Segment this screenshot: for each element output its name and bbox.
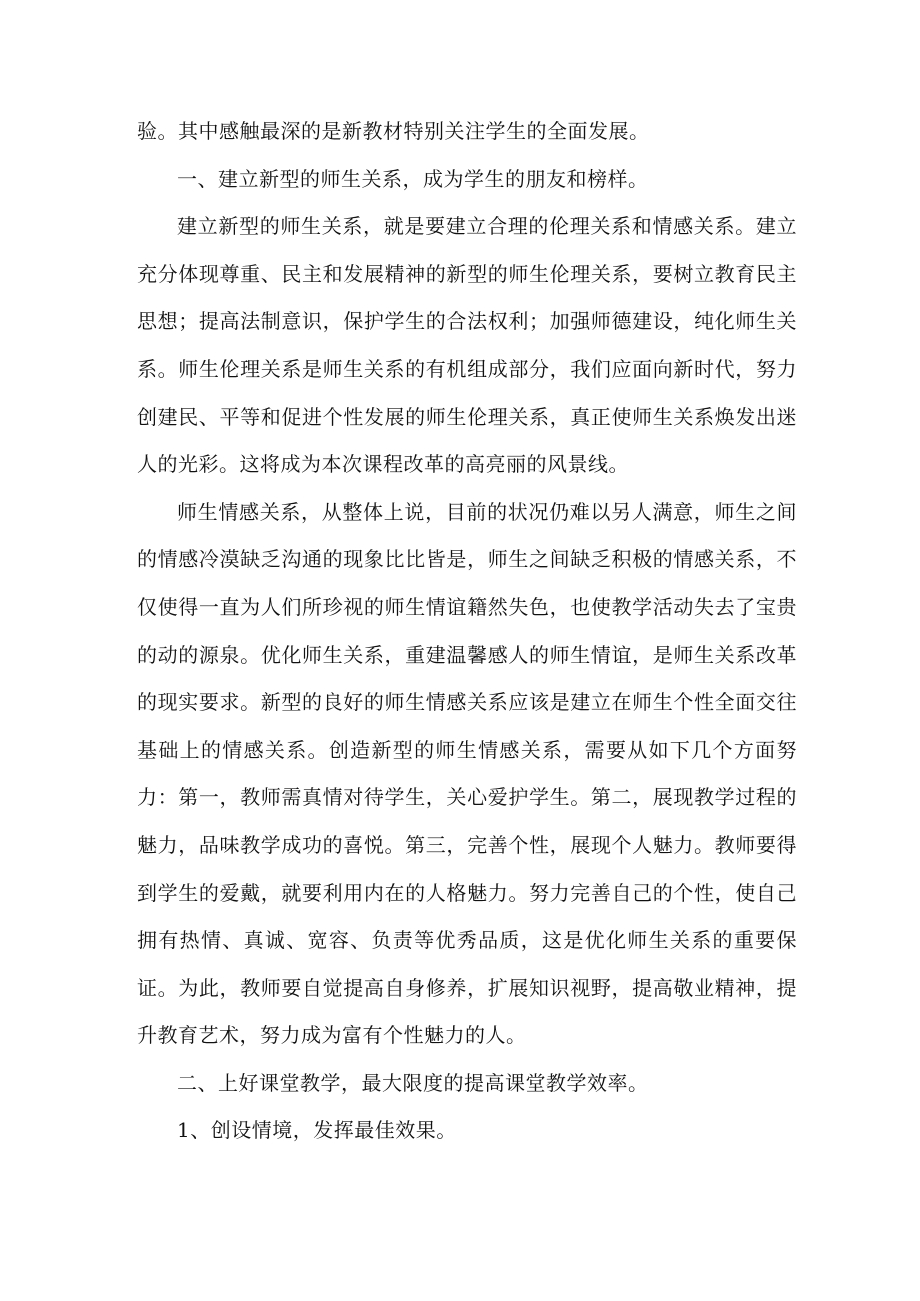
paragraph-1: 验。其中感触最深的是新教材特别关注学生的全面发展。 — [137, 119, 650, 143]
section-heading-1: 一、建立新型的师生关系，成为学生的朋友和榜样。 — [177, 166, 649, 191]
paragraph-2: 建立新型的师生关系，就是要建立合理的伦理关系和情感关系。建立充分体现尊重、民主和发展精神的新型的师生伦理关系，要树立教育民主思想；提高法制意识，保护学生的合法权利；加强师德建设，纯化师生关系。师生伦理关系是师生关系的有机组成部分，我们应面向新时代，努力创建民、平等和促进个性发展的师生伦理关系，真正使师生关系焕发出迷人的光彩。这将成为本次课程改革的高亮丽的风景线。 — [137, 214, 797, 477]
document-page — [137, 108, 797, 1155]
subsection-heading-1: 1、创设情境，发挥最佳效果。 — [177, 1118, 457, 1143]
section-heading-2: 二、上好课堂教学，最大限度的提高课堂教学效率。 — [177, 1070, 649, 1095]
paragraph-3: 师生情感关系，从整体上说，目前的状况仍难以另人满意，师生之间的情感冷漠缺乏沟通的现象比比皆是，师生之间缺乏积极的情感关系，不仅使得一直为人们所珍视的师生情谊籍然失色，也使教学活动失去了宝贵的动的源泉。优化师生关系，重建温馨感人的师生情谊，是师生关系改革的现实要求。新型的良好的师生情感关系应该是建立在师生个性全面交往基础上的情感关系。创造新型的师生情感关系，需要从如下几个方面努力：第一，教师需真情对待学生，关心爱护学生。第二，展现教学过程的魅力，品味教学成功的喜悦。第三，完善个性，展现个人魅力。教师要得到学生的爱戴，就要利用内在的人格魅力。努力完善自己的个性，使自己拥有热情、真诚、宽容、负责等优秀品质，这是优化师生关系的重要保证。为此，教师要自觉提高自身修养，扩展知识视野，提高敬业精神，提升教育艺术，努力成为富有个性魅力的人。 — [137, 499, 797, 1048]
